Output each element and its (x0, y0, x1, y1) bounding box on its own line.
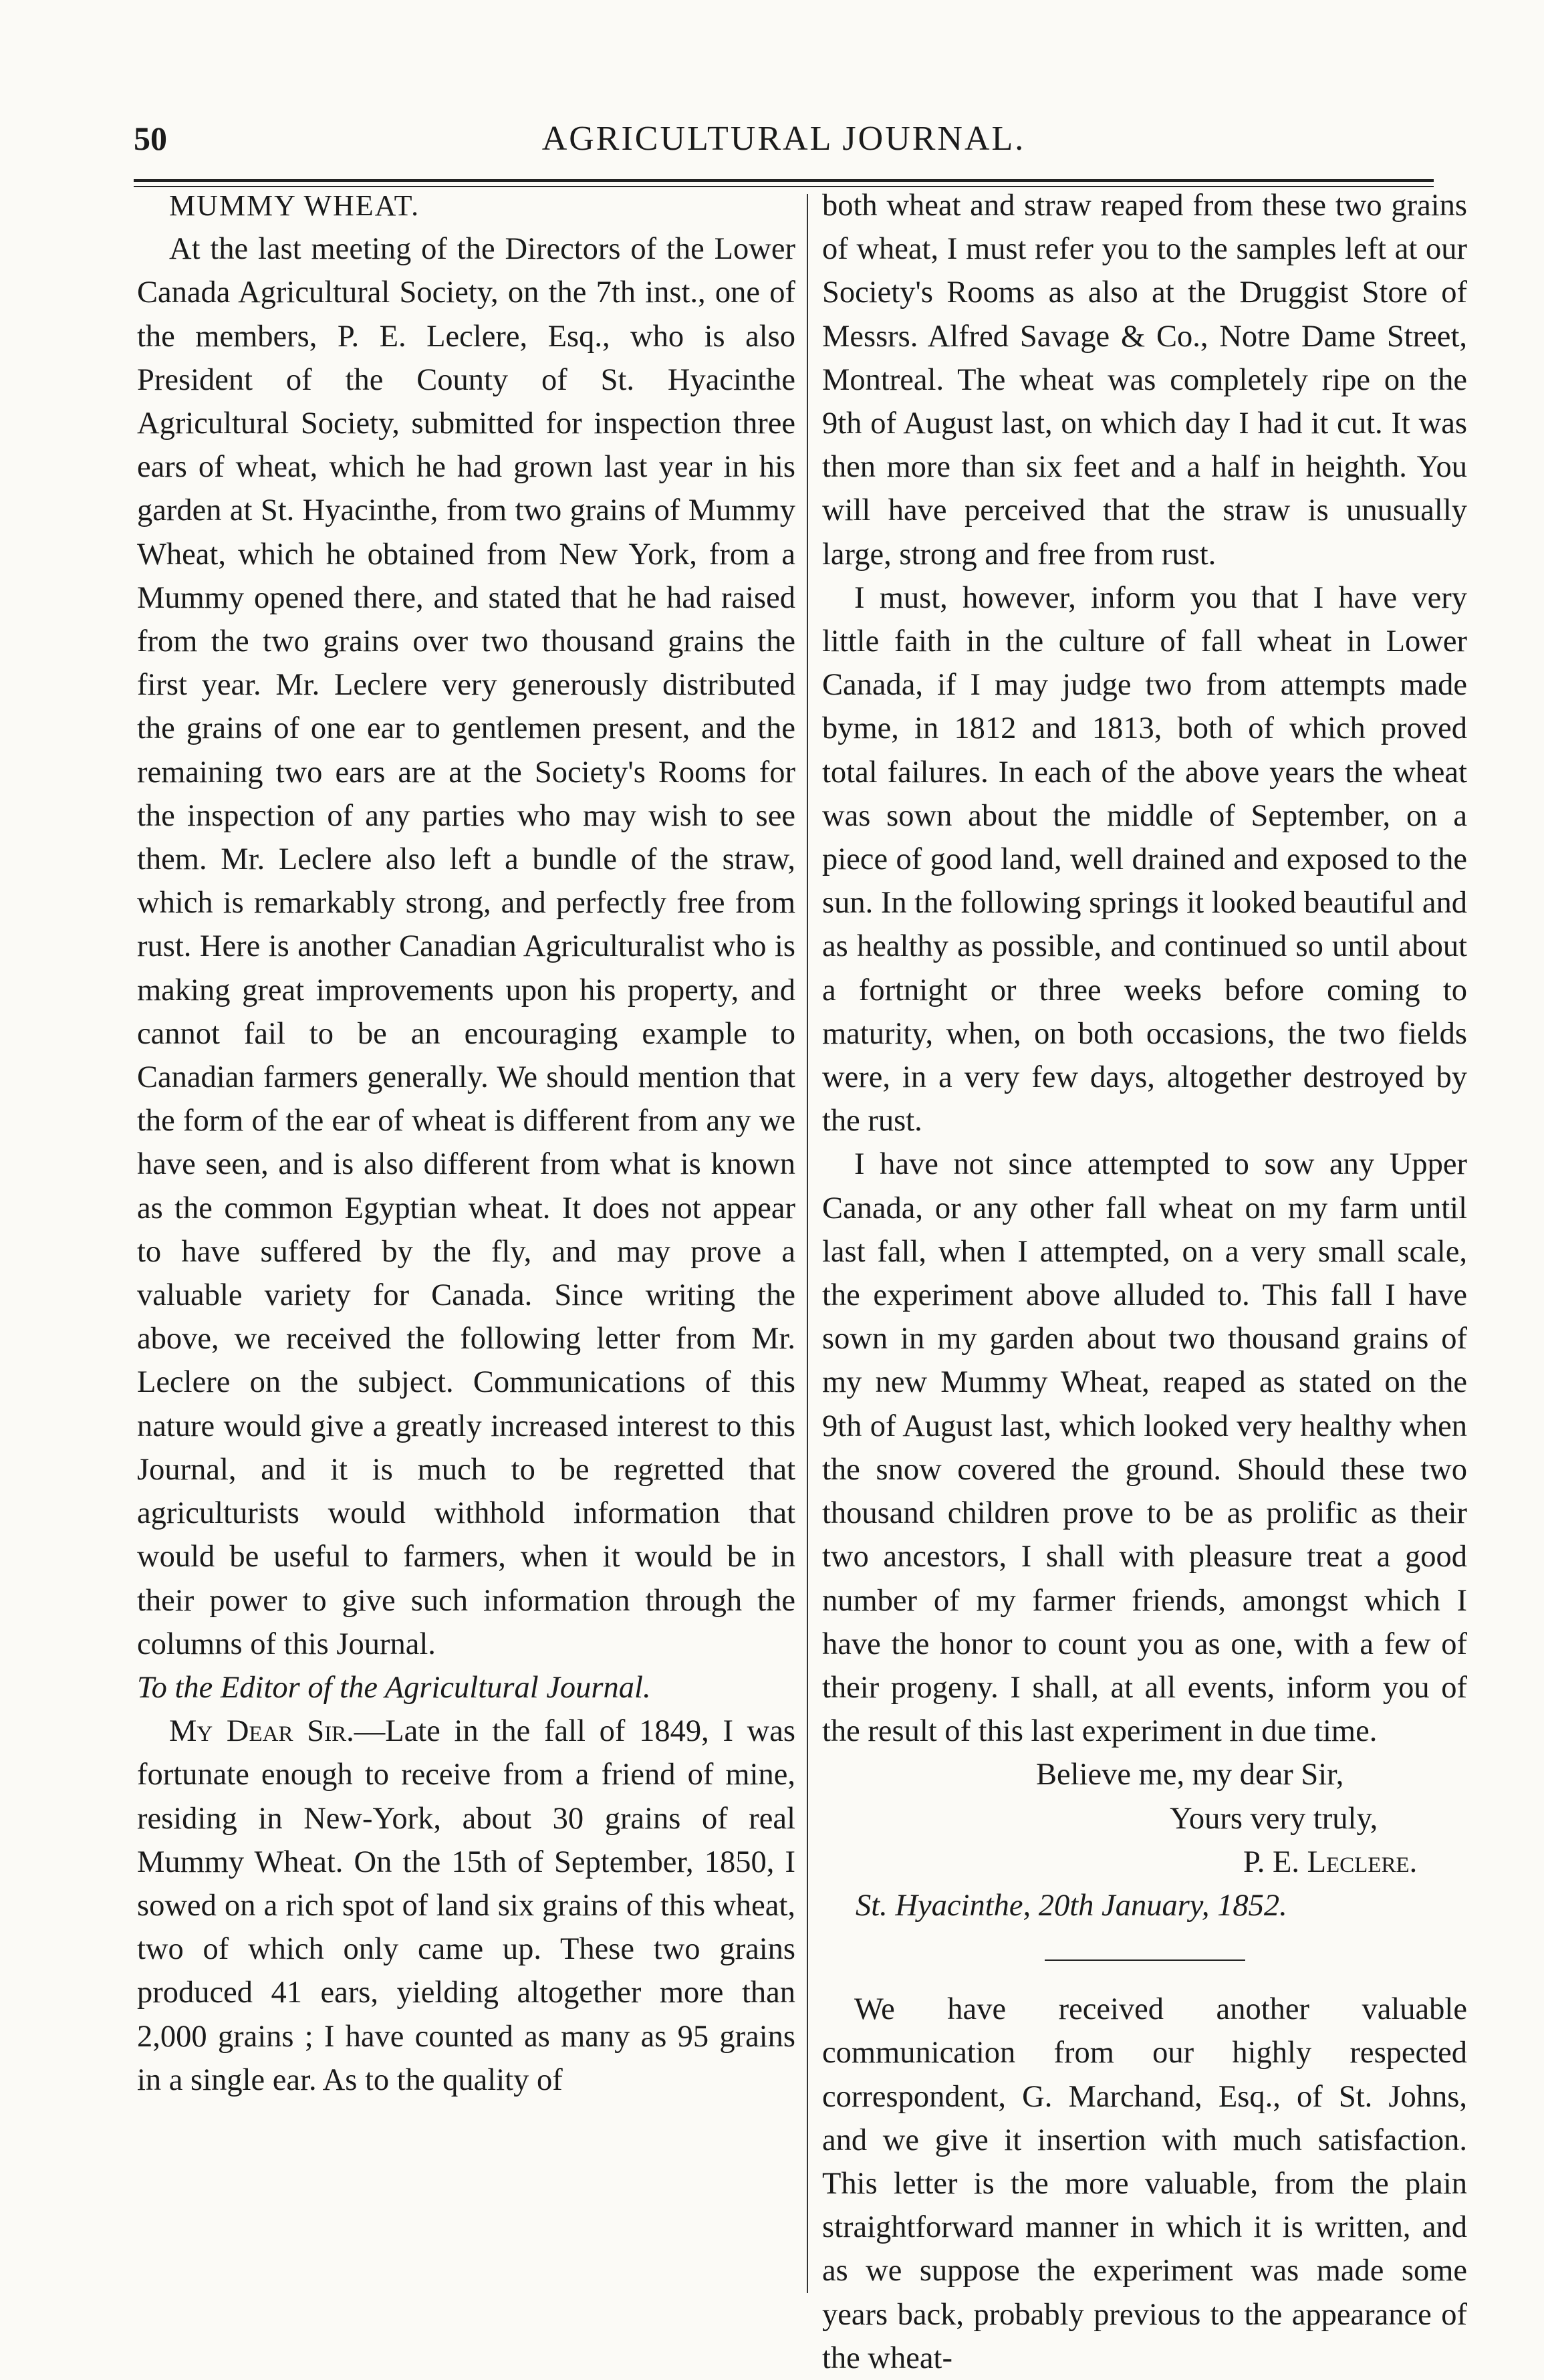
letter-paragraph-1-cont: both wheat and straw reaped from these two grains of wheat, I must refer you to the samples left at our Society's Rooms as also at the Druggist Store of Messrs. Alfred Savage & Co., Notre Dame Street, Montreal. The wheat was completely ripe on the 9th of August last, on which day I had it cut. It was then more than six feet and a half in heighth. You will have perceived that the straw is unusually large, strong and free from rust. (822, 189, 1467, 572)
left-column (137, 184, 795, 2102)
column-divider (807, 194, 808, 2293)
place-date: St. Hyacinthe, 20th January, 1852. (856, 1888, 1287, 1923)
signature: P. E. Leclere. (1243, 1844, 1418, 1879)
editorial-paragraph-2: We have received another valuable communication from our highly respected correspondent, G. Marchand, Esq., of St. Johns, and we give it insertion with much satisfaction. This letter is the more valuable, from the plain straightforward manner in which it is written, and as we suppose the experiment was made some years back, probably previous to the appearance of the wheat- (822, 1992, 1467, 2375)
closing-line-1: Believe me, my dear Sir, (1036, 1758, 1344, 1792)
closing-line-2: Yours very truly, (1170, 1801, 1378, 1836)
section-title: MUMMY WHEAT. (169, 189, 420, 222)
letter-heading: To the Editor of the Agricultural Journal. (137, 1670, 651, 1705)
right-column (822, 184, 1467, 2380)
salutation: My Dear Sir. (169, 1714, 354, 1749)
section-separator (1045, 1959, 1245, 1961)
running-title: AGRICULTURAL JOURNAL. (541, 120, 1026, 158)
page-header (134, 114, 1434, 167)
header-rule (134, 179, 1434, 182)
letter-paragraph-2: I must, however, inform you that I have very little faith in the culture of fall wheat in Lower Canada, if I may judge two from attempts made byme, in 1812 and 1813, both of which proved total failures. In each of the above years the wheat was sown about the middle of September, on a piece of good land, well drained and exposed to the sun. In the following springs it looked beautiful and as healthy as possible, and continued so until about a fortnight or three weeks before coming to maturity, when, on both occasions, the two fields were, in a very few days, altogether destroyed by the rust. (822, 580, 1467, 1139)
letter-paragraph-3: I have not since attempted to sow any Upper Canada, or any other fall wheat on my farm until last fall, when I attempted, on a very small scale, the experiment above alluded to. This fall I have sown in my garden about two thousand grains of my new Mummy Wheat, reaped as stated on the 9th of August last, which looked very healthy when the snow covered the ground. Should these two thousand children prove to be as prolific as their two ancestors, I shall with pleasure treat a good number of my farmer friends, amongst which I have the honor to count you as one, with a few of their progeny. I shall, at all events, inform you of the result of this last experiment in due time. (822, 1147, 1467, 1749)
letter-paragraph-1 (137, 1709, 795, 2102)
editorial-paragraph: At the last meeting of the Directors of the Lower Canada Agricultural Society, on the 7th inst., one of the members, P. E. Leclere, Esq., who is also President of the County of St. Hyacinthe Agricultural Society, submitted for inspection three ears of wheat, which he had grown last year in his garden at St. Hyacinthe, from two grains of Mummy Wheat, which he obtained from New York, from a Mummy opened there, and stated that he had raised from the two grains over two thousand grains the first year. Mr. Leclere very generously distributed the grains of one ear to gentlemen present, and the remaining two ears are at the Society's Rooms for the inspection of any parties who may wish to see them. Mr. Leclere also left a bundle of the straw, which is remarkably strong, and perfectly free from rust. Here is another Canadian Agriculturalist who is making great improvements upon his property, and cannot fail to be an encouraging example to Canadian farmers generally. We should mention that the form of the ear of wheat is different from any we have seen, and is also different from what is known as the common Egyptian wheat. It does not appear to have suffered by the fly, and may prove a valuable variety for Canada. Since writing the above, we received the following letter from Mr. Leclere on the subject. Communications of this nature would give a greatly increased interest to this Journal, and it is much to be regretted that agriculturists would withhold information that would be useful to farmers, when it would be in their power to give such information through the columns of this Journal. (137, 232, 795, 1661)
letter-text-start: —Late in the fall of 1849, I was fortunate enough to receive from a friend of mine, residing in New-York, about 30 grains of real Mummy Wheat. On the 15th of September, 1850, I sowed on a rich spot of land six grains of this wheat, two of which only came up. These two grains produced 41 ears, yielding altogether more than 2,000 grains ; I have counted as many as 95 grains in a single ear. As to the quality of (137, 1714, 795, 2097)
page-number: 50 (134, 120, 167, 157)
letter-closing (822, 1753, 1467, 1927)
